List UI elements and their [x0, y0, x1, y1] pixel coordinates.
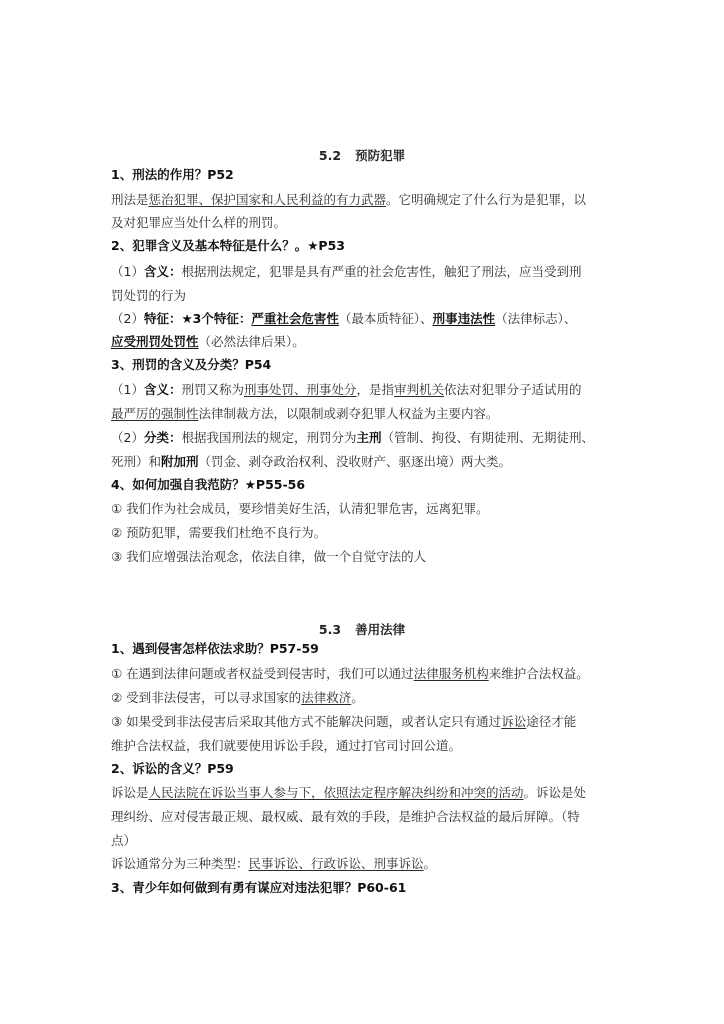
section-title-5-2 — [0, 146, 724, 164]
question-3: 3、刑罚的含义及分类？P54 — [111, 357, 272, 372]
answer-line: ② 受到非法侵害，可以寻求国家的法律救济。 — [111, 690, 364, 705]
answer-line: （1）含义：根据刑法规定，犯罪是具有严重的社会危害性，触犯了刑法，应当受到刑 — [111, 264, 582, 279]
answer-line: ② 预防犯罪，需要我们杜绝不良行为。 — [111, 525, 327, 540]
answer-line: 死刑）和附加刑（罚金、剥夺政治权利、没收财产、驱逐出境）两大类。 — [111, 454, 512, 469]
answer-line: ① 我们作为社会成员，要珍惜美好生活，认清犯罪危害，远离犯罪。 — [111, 501, 489, 516]
answer-line: 点） — [111, 833, 137, 848]
question-1: 1、遇到侵害怎样依法求助？P57-59 — [111, 641, 319, 656]
answer-line: （2）分类：根据我国刑法的规定，刑罚分为主刑（管制、拘役、有期徒刑、无期徒刑、 — [111, 430, 595, 445]
section-heading: 预防犯罪 — [355, 148, 406, 163]
section-heading: 善用法律 — [355, 622, 406, 637]
question-3: 3、青少年如何做到有勇有谋应对违法犯罪？P60-61 — [111, 880, 407, 895]
question-2: 2、诉讼的含义？P59 — [111, 761, 234, 776]
answer-line: ③ 我们应增强法治观念，依法自律，做一个自觉守法的人 — [111, 549, 427, 564]
answer-line: 诉讼通常分为三种类型：民事诉讼、行政诉讼、刑事诉讼。 — [111, 856, 437, 871]
question-1: 1、刑法的作用？P52 — [111, 167, 234, 182]
answer-line: 维护合法权益，我们就要使用诉讼手段，通过打官司讨回公道。 — [111, 738, 462, 753]
question-4: 4、如何加强自我范防？★P55-56 — [111, 477, 306, 492]
answer-line: （2）特征：★3个特征：严重社会危害性（最本质特征）、刑事违法性（法律标志）、 — [111, 311, 577, 326]
answer-line: 罚处罚的行为 — [111, 288, 187, 303]
answer-line: 及对犯罪应当处什么样的刑罚。 — [111, 215, 287, 230]
answer-line: ③ 如果受到非法侵害后采取其他方式不能解决问题，或者认定只有通过诉讼途径才能 — [111, 714, 577, 729]
answer-line: ① 在遇到法律问题或者权益受到侵害时，我们可以通过法律服务机构来维护合法权益。 — [111, 666, 589, 681]
answer-line: 最严厉的强制性法律制裁方法，以限制或剥夺犯罪人权益为主要内容。 — [111, 406, 499, 421]
answer-line: 应受刑罚处罚性（必然法律后果）。 — [111, 334, 305, 349]
section-title-5-3 — [0, 620, 724, 638]
answer-line: 理纠纷、应对侵害最正规、最权威、最有效的手段，是维护合法权益的最后屏障。（特 — [111, 809, 580, 824]
question-2: 2、犯罪含义及基本特征是什么？。★P53 — [111, 238, 345, 253]
answer-line: （1）含义：刑罚又称为刑事处罚、刑事处分，是指审判机关依法对犯罪分子适试用的 — [111, 382, 582, 397]
answer-line: 刑法是惩治犯罪、保护国家和人民利益的有力武器。它明确规定了什么行为是犯罪，以 — [111, 192, 587, 207]
answer-line: 诉讼是人民法院在诉讼当事人参与下，依照法定程序解决纠纷和冲突的活动。诉讼是处 — [111, 785, 587, 800]
section-number: 5.3 — [318, 622, 342, 637]
section-number: 5.2 — [318, 148, 342, 163]
